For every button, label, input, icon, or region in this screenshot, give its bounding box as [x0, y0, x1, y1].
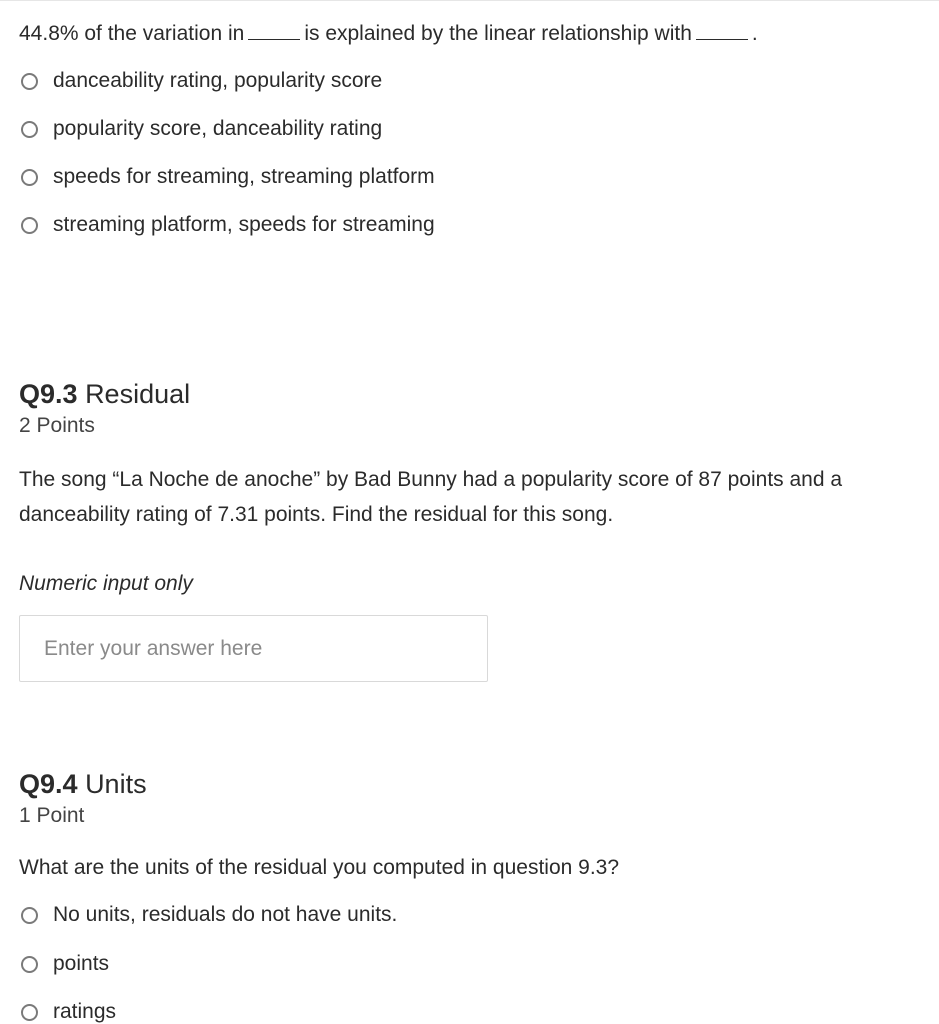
q94-body: What are the units of the residual you computed in question 9.3? [19, 856, 620, 879]
q94-number: Q9.4 [19, 769, 78, 799]
q92-option-1-label: danceability rating, popularity score [53, 69, 383, 92]
radio-button[interactable] [21, 1004, 38, 1021]
q92-option-4-label: streaming platform, speeds for streaming [53, 213, 435, 236]
q92-stem-part2: is explained by the linear relationship with [304, 22, 692, 45]
q94-option-2[interactable] [21, 952, 109, 976]
q92-option-1[interactable] [21, 69, 382, 93]
q94-option-2-label: points [53, 952, 110, 975]
radio-button[interactable] [21, 217, 38, 234]
q93-body: The song “La Noche de anoche” by Bad Bunny had a popularity score of 87 points and a danceability rating of 7.31 points. Find the residual for this song. [19, 468, 843, 526]
q94-option-1[interactable] [21, 903, 397, 927]
q92-option-3[interactable] [21, 165, 435, 189]
q93-number: Q9.3 [19, 379, 78, 409]
q94-option-3-label: ratings [53, 1000, 117, 1023]
q92-option-2-label: popularity score, danceability rating [53, 117, 383, 140]
q92-stem [19, 22, 758, 46]
q92-blank-1 [248, 23, 300, 40]
q93-answer-input[interactable] [19, 615, 488, 682]
q94-points: 1 Point [19, 804, 85, 827]
radio-button[interactable] [21, 121, 38, 138]
radio-button[interactable] [21, 907, 38, 924]
radio-button[interactable] [21, 956, 38, 973]
q93-title [19, 379, 190, 409]
q94-title-text: Units [85, 769, 147, 799]
radio-button[interactable] [21, 169, 38, 186]
q94-option-3[interactable] [21, 1000, 116, 1024]
q92-stem-part1: 44.8% of the variation in [19, 22, 245, 45]
q93-hint: Numeric input only [19, 572, 193, 595]
q92-stem-end: . [751, 22, 758, 45]
q94-option-1-label: No units, residuals do not have units. [53, 903, 398, 926]
q92-option-3-label: speeds for streaming, streaming platform [53, 165, 435, 188]
q92-option-2[interactable] [21, 117, 382, 141]
q92-option-4[interactable] [21, 213, 435, 237]
q93-points: 2 Points [19, 414, 95, 437]
q93-title-text: Residual [85, 379, 191, 409]
q92-blank-2 [696, 23, 748, 40]
radio-button[interactable] [21, 73, 38, 90]
q94-title [19, 769, 147, 799]
